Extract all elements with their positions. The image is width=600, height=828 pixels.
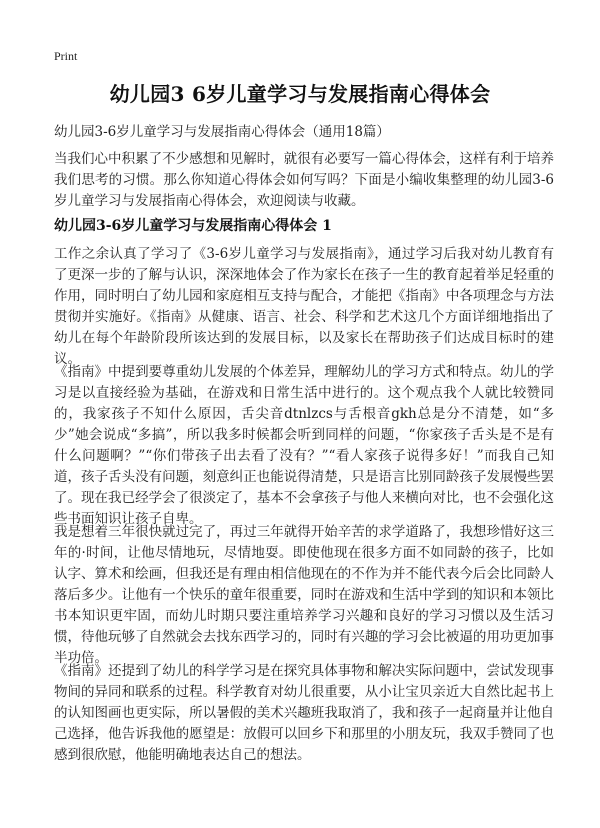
body-paragraph-2: 《指南》中提到要尊重幼儿发展的个体差异，理解幼儿的学习方式和特点。幼儿的学习是以直接经验为基础，在游戏和日常生活中进行的。这个观点我个人就比较赞同的，我家孩子不知什么原因，舌尖音dtnlzcs与舌根音gkh总是分不清楚，如“多少”她会说成“多搞”，所以我多时候都会听到同样的问题，“你家孩子舌头是不是有什么问题啊？”“你们带孩子出去看了没有？”“看人家孩子说得多好！”而我自己知道，孩子舌头没有问题，刻意纠正也能说得清楚，只是语言比别同龄孩子发展慢些罢了。现在我已经学会了很淡定了，基本不会拿孩子与他人来横向对比，也不会强化这些书面知识让孩子自卑。 xyxy=(54,364,554,527)
body-paragraph-1: 工作之余认真了学习了《3-6岁儿童学习与发展指南》，通过学习后我对幼儿教育有了更深一步的了解与认识，深深地体会了作为家长在孩子一生的教育起着举足轻重的作用，同时明白了幼儿园和家庭相互支持与配合，才能把《指南》中各项理念与方法贯彻并实施好。《指南》从健康、语言、社会、科学和艺术这几个方面详细地指出了幼儿在每个年龄阶段所该达到的发展目标，以及家长在帮助孩子们达成目标时的建议。 xyxy=(54,246,554,367)
section-heading: 幼儿园3-6岁儿童学习与发展指南心得体会 1 xyxy=(54,218,332,234)
body-paragraph-4: 《指南》还提到了幼儿的科学学习是在探究具体事物和解决实际问题中，尝试发现事物间的异同和联系的过程。科学教育对幼儿很重要，从小让宝贝亲近大自然比起书上的认知图画也更实际，所以暑假的美术兴趣班我取消了，我和孩子一起商量并让他自己选择，他告诉我他的愿望是：放假可以回乡下和那里的小朋友玩，我双手赞同了也感到很欣慰，他能明确地表达自己的想法。 xyxy=(54,663,554,763)
document-subtitle: 幼儿园3-6岁儿童学习与发展指南心得体会（通用18篇） xyxy=(54,124,390,140)
print-link[interactable]: Print xyxy=(54,49,78,63)
intro-paragraph: 当我们心中积累了不少感想和见解时，就很有必要写一篇心得体会，这样有利于培养我们思考的习惯。那么你知道心得体会如何写吗？下面是小编收集整理的幼儿园3-6岁儿童学习与发展指南心得体会，欢迎阅读与收藏。 xyxy=(54,151,554,209)
document-title: 幼儿园3 6岁儿童学习与发展指南心得体会 xyxy=(109,82,491,106)
body-paragraph-3: 我是想着三年很快就过完了，再过三年就得开始辛苦的求学道路了，我想珍惜好这三年的·时间，让他尽情地玩，尽情地耍。即使他现在很多方面不如同龄的孩子，比如认字、算术和绘画，但我还是有理由相信他现在的不作为并不能代表今后会比同龄人落后多少。让他有一个快乐的童年很重要，同时在游戏和生活中学到的知识和本领比书本知识更牢固，而幼儿时期只要注重培养学习兴趣和良好的学习习惯以及生活习惯，待他玩够了自然就会去找东西学习的，同时有兴趣的学习会比被逼的用功更加事半功倍。 xyxy=(54,524,554,666)
